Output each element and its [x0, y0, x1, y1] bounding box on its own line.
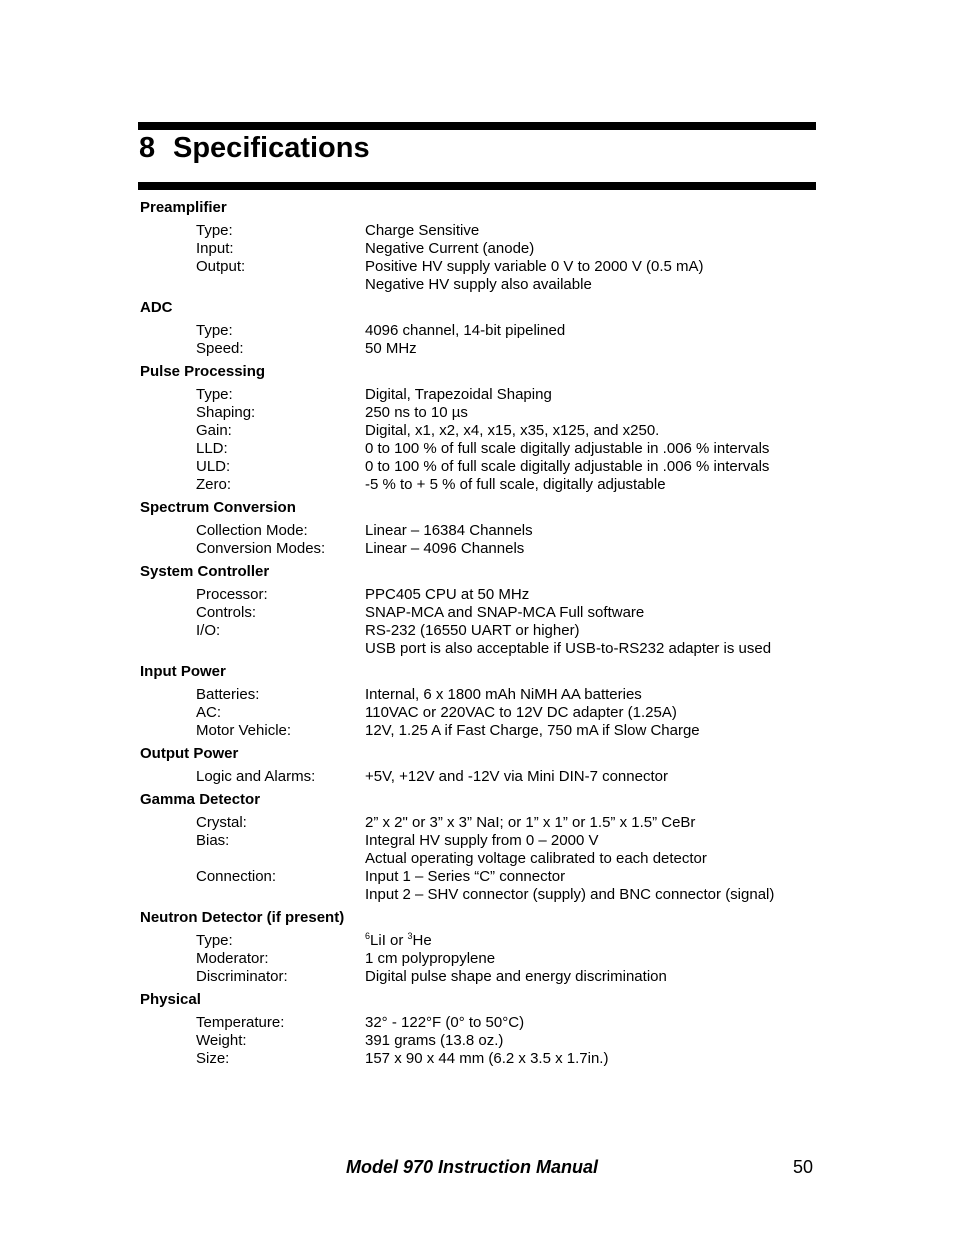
spec-rows	[140, 386, 820, 494]
spec-label: Controls:	[196, 604, 257, 621]
spec-row	[140, 932, 820, 950]
spec-value: Integral HV supply from 0 – 2000 V	[365, 832, 599, 849]
spec-row	[140, 458, 820, 476]
spec-label: Speed:	[196, 340, 244, 357]
spec-value: 0 to 100 % of full scale digitally adjustable in .006 % intervals	[365, 440, 770, 457]
spec-row	[140, 476, 820, 494]
spec-value: Digital, x1, x2, x4, x15, x35, x125, and x250.	[365, 422, 660, 439]
spec-value: 110VAC or 220VAC to 12V DC adapter (1.25A)	[365, 704, 677, 721]
spec-value: 157 x 90 x 44 mm (6.2 x 3.5 x 1.7in.)	[365, 1050, 609, 1067]
spec-section	[140, 988, 820, 1068]
spec-row	[140, 422, 820, 440]
spec-row	[140, 704, 820, 722]
spec-value: SNAP-MCA and SNAP-MCA Full software	[365, 604, 645, 621]
spec-row	[140, 322, 820, 340]
header-rule-bottom	[138, 182, 816, 190]
specifications-body	[140, 196, 820, 1070]
spec-label: Conversion Modes:	[196, 540, 326, 557]
spec-row	[140, 386, 820, 404]
spec-section	[140, 296, 820, 358]
section-title: System Controller	[140, 563, 270, 580]
spec-label: ULD:	[196, 458, 231, 475]
chapter-title-text: Specifications	[173, 132, 370, 164]
spec-label: AC:	[196, 704, 222, 721]
spec-section	[140, 360, 820, 494]
spec-row	[140, 832, 820, 850]
spec-value: Input 1 – Series “C” connector	[365, 868, 566, 885]
spec-row	[140, 222, 820, 240]
spec-rows	[140, 522, 820, 558]
spec-row	[140, 868, 820, 886]
spec-row	[140, 276, 820, 294]
spec-rows	[140, 586, 820, 658]
spec-value: 250 ns to 10 µs	[365, 404, 468, 421]
spec-row	[140, 814, 820, 832]
spec-value-text: LiI or	[370, 932, 408, 949]
spec-label: Bias:	[196, 832, 230, 849]
spec-value: 391 grams (13.8 oz.)	[365, 1032, 504, 1049]
spec-label: I/O:	[196, 622, 221, 639]
spec-label	[196, 850, 365, 868]
section-title: Spectrum Conversion	[140, 499, 296, 516]
spec-row	[140, 540, 820, 558]
spec-rows	[140, 932, 820, 986]
spec-label	[196, 640, 365, 658]
spec-section	[140, 660, 820, 740]
spec-value: -5 % to + 5 % of full scale, digitally adjustable	[365, 476, 666, 493]
spec-row	[140, 1014, 820, 1032]
spec-rows	[140, 686, 820, 740]
spec-rows	[140, 222, 820, 294]
spec-row	[140, 886, 820, 904]
spec-row	[140, 686, 820, 704]
spec-row	[140, 850, 820, 868]
spec-label: Processor:	[196, 586, 268, 603]
chapter-number: 8	[139, 132, 156, 164]
spec-label: Weight:	[196, 1032, 247, 1049]
spec-value: RS-232 (16550 UART or higher)	[365, 622, 580, 639]
spec-value: +5V, +12V and -12V via Mini DIN-7 connector	[365, 768, 668, 785]
spec-label: Shaping:	[196, 404, 256, 421]
footer-page-number: 50	[793, 1157, 814, 1177]
spec-row	[140, 950, 820, 968]
spec-label: Input:	[196, 240, 234, 257]
spec-row	[140, 722, 820, 740]
spec-section	[140, 906, 820, 986]
section-title: Pulse Processing	[140, 363, 266, 380]
section-title: Physical	[140, 991, 201, 1008]
spec-label: Logic and Alarms:	[196, 768, 316, 785]
spec-value: Positive HV supply variable 0 V to 2000 V (0.5 mA)	[365, 258, 704, 275]
spec-value: 4096 channel, 14-bit pipelined	[365, 322, 566, 339]
spec-value	[365, 932, 820, 950]
spec-label: Batteries:	[196, 686, 260, 703]
spec-label: Moderator:	[196, 950, 269, 967]
spec-value: Negative Current (anode)	[365, 240, 535, 257]
spec-label: Type:	[196, 386, 233, 403]
spec-row	[140, 768, 820, 786]
spec-label: Gain:	[196, 422, 232, 439]
spec-value: Linear – 4096 Channels	[365, 540, 525, 557]
section-title: Output Power	[140, 745, 239, 762]
spec-section	[140, 496, 820, 558]
spec-label: Discriminator:	[196, 968, 288, 985]
chapter-title	[139, 131, 370, 165]
spec-section	[140, 742, 820, 786]
spec-value: 12V, 1.25 A if Fast Charge, 750 mA if Slow Charge	[365, 722, 700, 739]
spec-row	[140, 1032, 820, 1050]
spec-value-text: He	[412, 932, 432, 949]
spec-value: 1 cm polypropylene	[365, 950, 496, 967]
footer-manual-title: Model 970 Instruction Manual	[346, 1157, 599, 1177]
spec-section	[140, 196, 820, 294]
spec-value: 0 to 100 % of full scale digitally adjustable in .006 % intervals	[365, 458, 770, 475]
spec-rows	[140, 768, 820, 786]
spec-value: 32° - 122°F (0° to 50°C)	[365, 1014, 525, 1031]
spec-rows	[140, 814, 820, 904]
spec-row	[140, 404, 820, 422]
spec-label: Collection Mode:	[196, 522, 308, 539]
isotope-superscript: 3	[407, 931, 413, 941]
spec-row	[140, 622, 820, 640]
isotope-superscript: 6	[365, 931, 371, 941]
spec-value: Digital pulse shape and energy discrimination	[365, 968, 667, 985]
spec-value: Actual operating voltage calibrated to each detector	[365, 850, 707, 867]
spec-value: PPC405 CPU at 50 MHz	[365, 586, 530, 603]
spec-value: Charge Sensitive	[365, 222, 480, 239]
spec-row	[140, 522, 820, 540]
spec-rows	[140, 322, 820, 358]
spec-label: Zero:	[196, 476, 232, 493]
spec-row	[140, 240, 820, 258]
spec-row	[140, 968, 820, 986]
spec-row	[140, 586, 820, 604]
spec-value: Negative HV supply also available	[365, 276, 592, 293]
spec-section	[140, 788, 820, 904]
spec-value: 50 MHz	[365, 340, 417, 357]
spec-value: Internal, 6 x 1800 mAh NiMH AA batteries	[365, 686, 642, 703]
spec-row	[140, 340, 820, 358]
section-title: Preamplifier	[140, 199, 227, 216]
spec-label: Size:	[196, 1050, 230, 1067]
spec-row	[140, 440, 820, 458]
spec-value: Input 2 – SHV connector (supply) and BNC connector (signal)	[365, 886, 775, 903]
spec-row	[140, 604, 820, 622]
section-title: ADC	[140, 299, 173, 316]
spec-row	[140, 640, 820, 658]
spec-label: Type:	[196, 932, 233, 949]
section-title: Neutron Detector (if present)	[140, 909, 345, 926]
header-rule-top	[138, 122, 816, 130]
spec-value: Digital, Trapezoidal Shaping	[365, 386, 552, 403]
spec-section	[140, 560, 820, 658]
section-title: Input Power	[140, 663, 226, 680]
spec-label: Output:	[196, 258, 246, 275]
section-title: Gamma Detector	[140, 791, 261, 808]
spec-label: Temperature:	[196, 1014, 285, 1031]
spec-value: USB port is also acceptable if USB-to-RS232 adapter is used	[365, 640, 772, 657]
spec-label	[196, 276, 365, 294]
spec-label: Type:	[196, 322, 233, 339]
spec-label: Crystal:	[196, 814, 247, 831]
spec-value: 2” x 2" or 3” x 3” NaI; or 1” x 1” or 1.5” x 1.5” CeBr	[365, 814, 696, 831]
spec-label: LLD:	[196, 440, 228, 457]
spec-row	[140, 1050, 820, 1068]
spec-rows	[140, 1014, 820, 1068]
spec-label	[196, 886, 365, 904]
spec-label: Type:	[196, 222, 233, 239]
spec-label: Motor Vehicle:	[196, 722, 292, 739]
spec-row	[140, 258, 820, 276]
spec-value: Linear – 16384 Channels	[365, 522, 533, 539]
spec-label: Connection:	[196, 868, 277, 885]
